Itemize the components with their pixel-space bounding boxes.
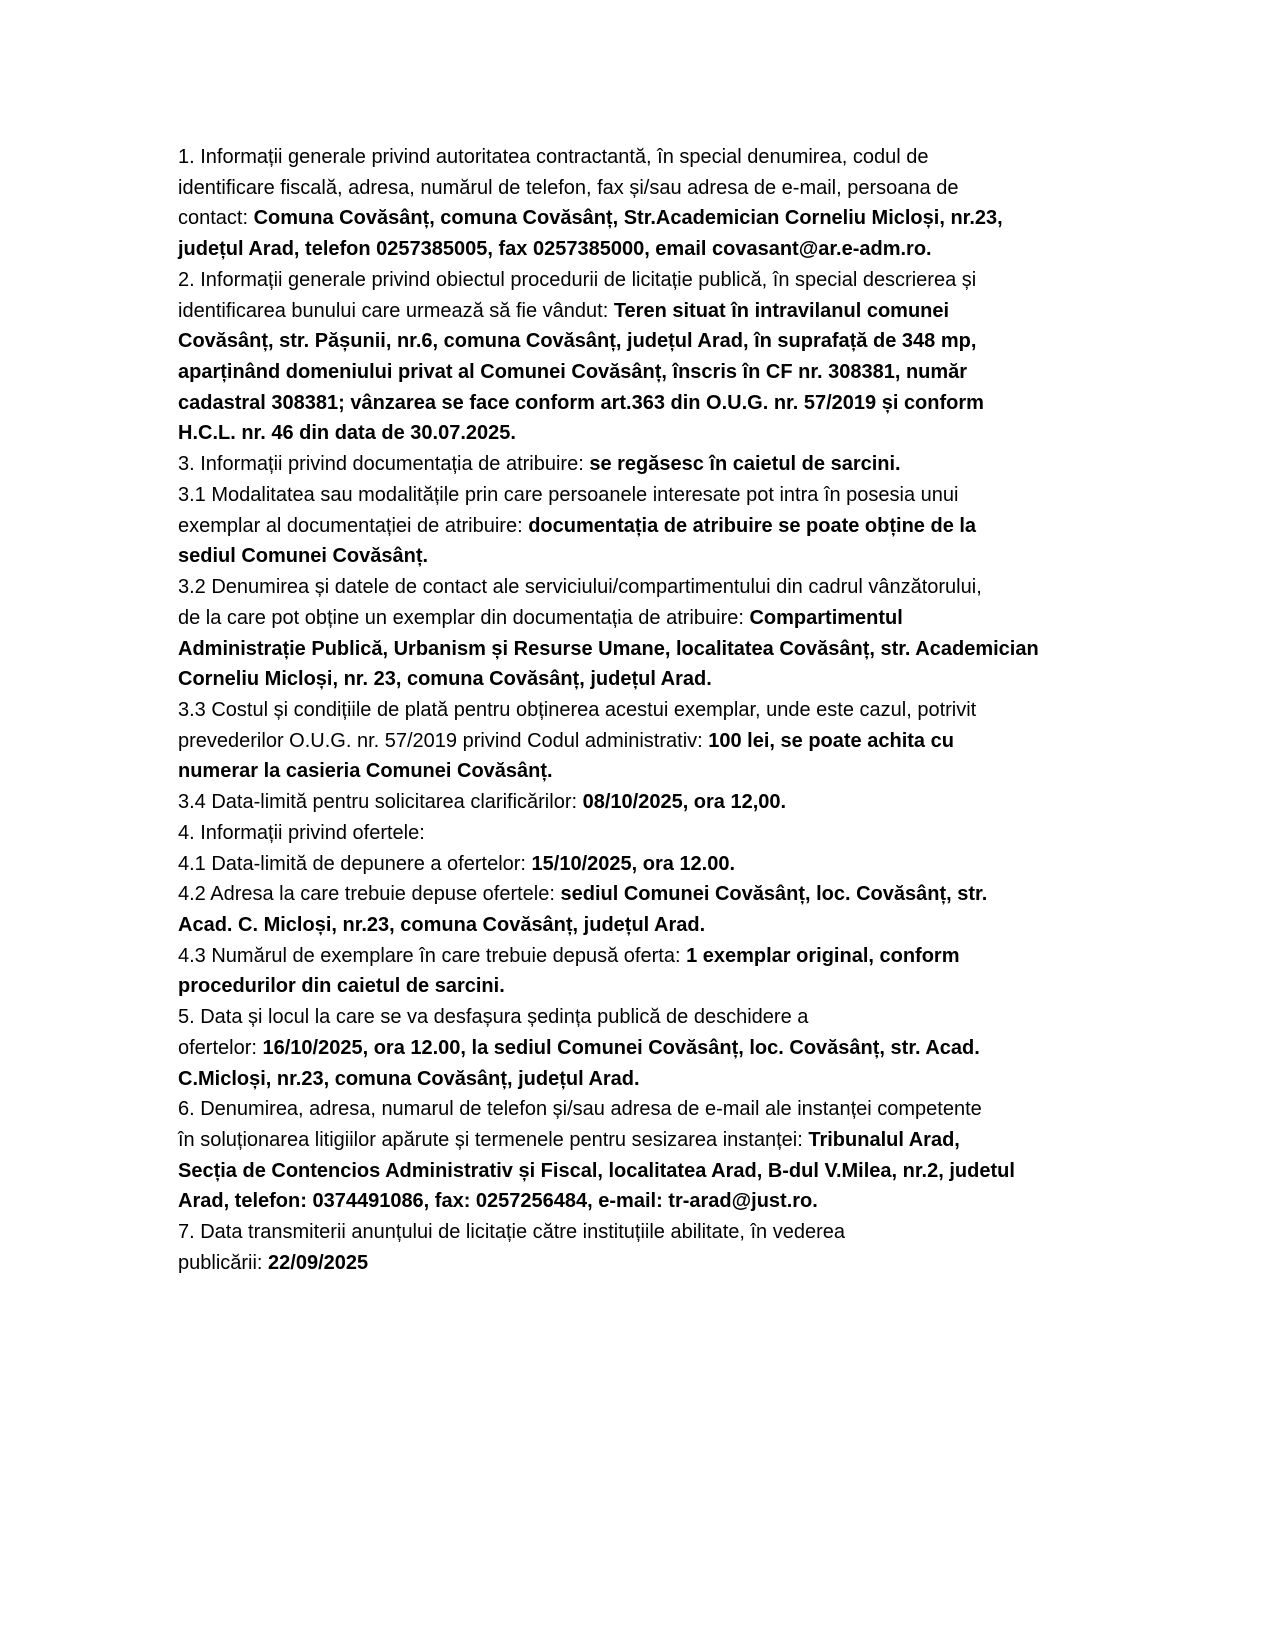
text-line	[178, 265, 1128, 296]
text-line	[178, 1033, 1128, 1064]
text-run: 2. Informații generale privind obiectul procedurii de licitație publică, în special descrierea și	[178, 268, 977, 291]
text-line	[178, 234, 1128, 265]
text-run-bold: 15/10/2025, ora 12.00.	[531, 852, 736, 875]
text-run-bold: 1 exemplar original, conform	[686, 944, 960, 967]
text-line	[178, 664, 1128, 695]
text-line	[178, 449, 1128, 480]
text-run: 3.2 Denumirea și datele de contact ale serviciului/compartimentului din cadrul vânzătorului,	[178, 576, 982, 599]
text-run-bold: C.Micloși, nr.23, comuna Covăsânț, județul Arad.	[178, 1067, 640, 1090]
text-line	[178, 173, 1128, 204]
text-run-bold: se regăsesc în caietul de sarcini.	[589, 453, 901, 476]
text-line	[178, 941, 1128, 972]
text-line	[178, 418, 1128, 449]
text-run: 4.3 Numărul de exemplare în care trebuie depusă oferta:	[178, 944, 687, 967]
text-line	[178, 756, 1128, 787]
text-line	[178, 1094, 1128, 1125]
text-run: 1. Informații generale privind autoritatea contractantă, în special denumirea, codul de	[178, 146, 929, 168]
text-line	[178, 388, 1128, 419]
text-run-bold: 22/09/2025	[268, 1251, 369, 1274]
text-line	[178, 1217, 1128, 1248]
text-run-bold: Compartimentul	[749, 606, 903, 629]
text-line	[178, 971, 1128, 1002]
text-run-bold: procedurilor din caietul de sarcini.	[178, 975, 505, 998]
text-run-bold: Secția de Contencios Administrativ și Fiscal, localitatea Arad, B-dul V.Milea, nr.2, judetul	[178, 1159, 1015, 1182]
text-run: în soluționarea litigiilor apărute și termenele pentru sesizarea instanței:	[178, 1129, 809, 1151]
text-run-bold: numerar la casieria Comunei Covăsânț.	[178, 760, 553, 783]
text-line	[178, 296, 1128, 327]
text-line	[178, 849, 1128, 880]
text-line	[178, 818, 1128, 849]
text-line	[178, 634, 1128, 665]
text-line	[178, 1156, 1128, 1187]
text-line	[178, 203, 1128, 234]
text-run-bold: aparținând domeniului privat al Comunei Covăsânț, înscris în CF nr. 308381, număr	[178, 361, 968, 384]
text-run-bold: sediul Comunei Covăsânț.	[178, 545, 429, 568]
text-run: 5. Data și locul la care se va desfașura ședința publică de deschidere a	[178, 1006, 809, 1029]
text-line	[178, 1064, 1128, 1095]
text-run-bold: județul Arad, telefon 0257385005, fax 0257385000, email covasant@ar.e-adm.ro.	[178, 238, 932, 261]
text-line	[178, 511, 1128, 542]
text-line	[178, 726, 1128, 757]
text-line	[178, 1002, 1128, 1033]
text-run: 4.1 Data-limită de depunere a ofertelor:	[178, 852, 532, 875]
text-run: 6. Denumirea, adresa, numarul de telefon și/sau adresa de e-mail ale instanței competente	[178, 1098, 982, 1121]
text-run-bold: Comuna Covăsânț, comuna Covăsânț, Str.Academician Corneliu Micloși, nr.23,	[253, 207, 1003, 230]
text-run-bold: documentația de atribuire se poate obține de la	[528, 514, 977, 537]
text-run-bold: Acad. C. Micloși, nr.23, comuna Covăsânț, județul Arad.	[178, 913, 706, 936]
text-line	[178, 1186, 1128, 1217]
text-run: identificare fiscală, adresa, numărul de telefon, fax și/sau adresa de e-mail, persoana de	[178, 176, 959, 199]
text-run: 7. Data transmiterii anunțului de licitație către instituțiile abilitate, în vederea	[178, 1221, 846, 1244]
text-line	[178, 1125, 1128, 1156]
text-run-bold: Corneliu Micloși, nr. 23, comuna Covăsânț, județul Arad.	[178, 668, 712, 691]
text-run-bold: 16/10/2025, ora 12.00, la sediul Comunei Covăsânț, loc. Covăsânț, str. Acad.	[262, 1036, 980, 1059]
text-run-bold: Arad, telefon: 0374491086, fax: 0257256484, e-mail: tr-arad@just.ro.	[178, 1190, 818, 1213]
text-run: de la care pot obține un exemplar din documentația de atribuire:	[178, 606, 750, 629]
text-line	[178, 142, 1128, 173]
text-line	[178, 787, 1128, 818]
text-run: 3.3 Costul și condițiile de plată pentru obținerea acestui exemplar, unde este cazul, potrivit	[178, 698, 977, 721]
text-run: prevederilor O.U.G. nr. 57/2019 privind Codul administrativ:	[178, 729, 709, 752]
text-line	[178, 910, 1128, 941]
text-line	[178, 1248, 1128, 1279]
text-run: 4.2 Adresa la care trebuie depuse ofertele:	[178, 883, 561, 906]
text-run-bold: Teren situat în intravilanul comunei	[613, 299, 950, 322]
text-run: publicării:	[178, 1251, 269, 1274]
text-run-bold: H.C.L. nr. 46 din data de 30.07.2025.	[178, 422, 516, 445]
text-line	[178, 572, 1128, 603]
text-line	[178, 357, 1128, 388]
text-run: exemplar al documentației de atribuire:	[178, 514, 529, 537]
text-run: 3.1 Modalitatea sau modalitățile prin care persoanele interesate pot intra în posesia unui	[178, 483, 959, 506]
text-run-bold: sediul Comunei Covăsânț, loc. Covăsânț, str.	[560, 883, 988, 906]
text-run: 3.4 Data-limită pentru solicitarea clarificărilor:	[178, 791, 583, 814]
text-run: 3. Informații privind documentația de atribuire:	[178, 453, 590, 476]
text-line	[178, 603, 1128, 634]
text-run-bold: Administrație Publică, Urbanism și Resurse Umane, localitatea Covăsânț, str. Academician	[178, 637, 1039, 660]
text-line	[178, 695, 1128, 726]
text-line	[178, 326, 1128, 357]
text-run-bold: cadastral 308381; vânzarea se face conform art.363 din O.U.G. nr. 57/2019 și conform	[178, 391, 984, 414]
text-line	[178, 879, 1128, 910]
text-line	[178, 480, 1128, 511]
text-run: contact:	[178, 207, 254, 230]
text-run-bold: 100 lei, se poate achita cu	[708, 729, 954, 752]
text-line	[178, 541, 1128, 572]
text-run-bold: Covăsânț, str. Pășunii, nr.6, comuna Covăsânț, județul Arad, în suprafață de 348 mp,	[178, 330, 977, 353]
text-run: 4. Informații privind ofertele:	[178, 821, 425, 844]
document-body	[178, 142, 1128, 1279]
text-run: identificarea bunului care urmează să fie vândut:	[178, 299, 614, 322]
text-run-bold: Tribunalul Arad,	[808, 1129, 960, 1151]
text-run: ofertelor:	[178, 1036, 263, 1059]
text-run-bold: 08/10/2025, ora 12,00.	[582, 791, 787, 814]
